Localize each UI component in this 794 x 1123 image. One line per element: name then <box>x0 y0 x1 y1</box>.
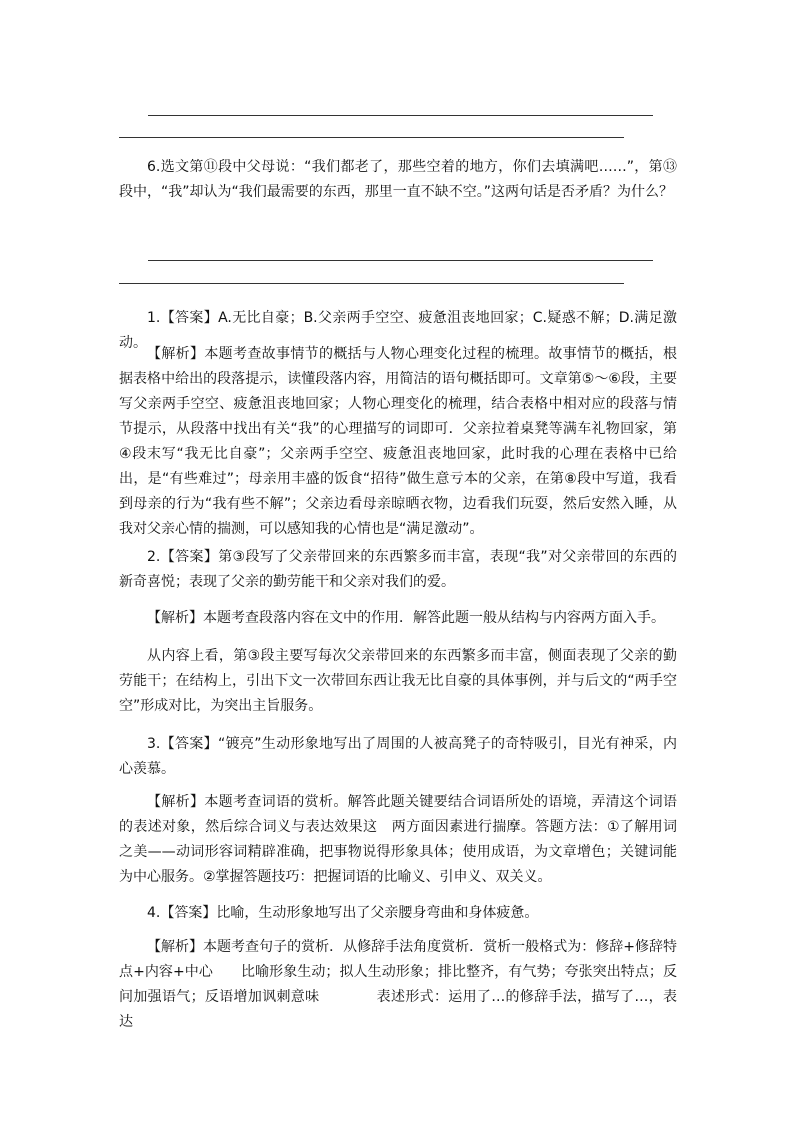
answer-line-q6-1 <box>148 260 653 261</box>
answer-line-top-2 <box>119 137 624 138</box>
analysis-2-content: 从内容上看，第③段主要写每次父亲带回来的东西繁多而丰富，侧面表现了父亲的勤劳能干；在结构上，引出下文一次带回东西让我无比自豪的具体事例，并与后文的“两手空空”形成对比，为突出主旨服务。 <box>119 648 677 714</box>
answer-3: 3.【答案】“镀亮”生动形象地写出了周围的人被高凳子的奇特吸引，目光有神采，内心羡慕。 <box>119 736 677 777</box>
analysis-1: 【解析】本题考查故事情节的概括与人物心理变化过程的梳理。故事情节的概括，根据表格中给出的段落提示，读懂段落内容，用简洁的语句概括即可。文章第⑤～⑥段，主要写父亲两手空空、疲惫沮丧地回家；人物心理变化的梳理，结合表格中相对应的段落与情节提示，从段落中找出有关“我”的心理描写的词即可．父亲拉着桌凳等满车礼物回家，第④段末写“我无比自豪”；父亲两手空空、疲惫沮丧地回家，此时我的心理在表格中已给出，是“有些难过”；母亲用丰盛的饭食“招待”做生意亏本的父亲，在第⑧段中写道，我看到母亲的行为“我有些不解”；父亲边看母亲晾晒衣物，边看我们玩耍，然后安然入睡，从我对父亲心情的揣测，可以感知我的心情也是“满足激动”。 <box>119 346 677 537</box>
answer-line-top-1 <box>148 115 653 116</box>
answer-4: 4.【答案】比喻，生动形象地写出了父亲腰身弯曲和身体疲惫。 <box>147 905 539 921</box>
analysis-3: 【解析】本题考查词语的赏析。解答此题关键要结合词语所处的语境，弄清这个词语的表述对象，然后综合词义与表达效果这 两方面因素进行揣摩。答题方法：①了解用词之美——动词形容词精辟准确，把事物说得形象具体；使用成语，为文章增色；关键词能为中心服务。②掌握答题技巧：把握词语的比喻义、引申义、双关义。 <box>119 794 677 885</box>
analysis-2: 【解析】本题考查段落内容在文中的作用．解答此题一般从结构与内容两方面入手。 <box>147 610 665 626</box>
question-6: 6.选文第⑪段中父母说：“我们都老了，那些空着的地方，你们去填满吧……”，第⑬段中，“我”却认为“我们最需要的东西，那里一直不缺不空。”这两句话是否矛盾？为什么？ <box>119 159 677 200</box>
analysis-4: 【解析】本题考查句子的赏析．从修辞手法角度赏析．赏析一般格式为：修辞+修辞特点+内容+中心 比喻形象生动；拟人生动形象；排比整齐，有气势；夸张突出特点；反问加强语气；反语增加讽刺意味 表述形式：运用了…的修辞手法，描写了…，表达 <box>119 939 677 1030</box>
answer-2: 2.【答案】第③段写了父亲带回来的东西繁多而丰富，表现“我”对父亲带回的东西的新奇喜悦；表现了父亲的勤劳能干和父亲对我们的爱。 <box>119 549 677 590</box>
answer-line-q6-2 <box>119 283 624 284</box>
answer-1: 1.【答案】A.无比自豪；B.父亲两手空空、疲惫沮丧地回家；C.疑惑不解；D.满足激动。 <box>119 310 677 351</box>
